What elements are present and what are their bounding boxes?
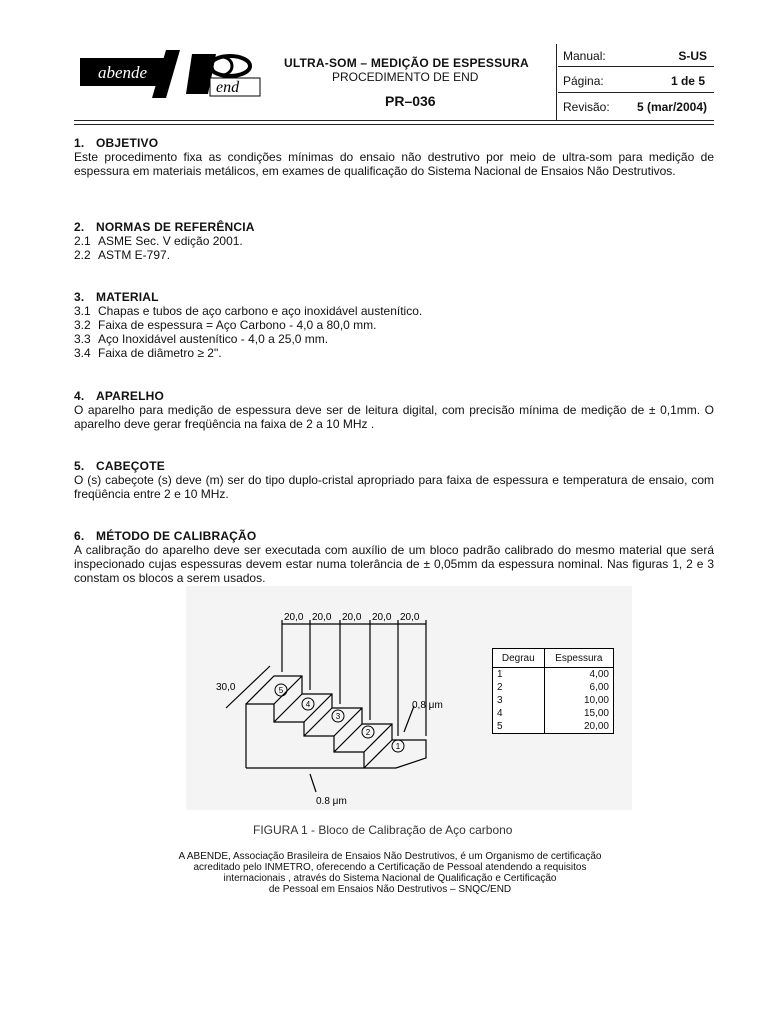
table-cell-step: 3 [493, 694, 545, 707]
table-header-row [493, 649, 614, 668]
section-heading: 3. MATERIAL [74, 290, 159, 304]
section-text: O aparelho para medição de espessura deve ser de leitura digital, com precisão mínima de medição de ± 0,1mm. O aparelho deve gerar freqüência na faixa de 2 a 10 MHz . [74, 403, 714, 431]
dim-label: 20,0 [372, 612, 392, 623]
table-cell-thickness: 20,00 [544, 720, 613, 734]
section-objetivo [74, 136, 714, 178]
list-item: 2.2 ASTM E-797. [74, 248, 171, 262]
section-heading: 6. MÉTODO DE CALIBRAÇÃO [74, 529, 257, 543]
table-row [493, 681, 614, 694]
footer-line: A ABENDE, Associação Brasileira de Ensaios Não Destrutivos, é um Organismo de certificação [178, 851, 602, 862]
figure-caption: FIGURA 1 - Bloco de Calibração de Aço carbono [253, 823, 513, 837]
footer-note [110, 851, 670, 895]
section-calibracao [74, 529, 714, 585]
section-aparelho [74, 389, 714, 431]
footer-line: acreditado pelo INMETRO, oferecendo a Certificação de Pessoal atendendo a requisitos [193, 862, 587, 873]
end-logo [186, 50, 264, 98]
section-material [74, 290, 714, 360]
document-title: ULTRA-SOM – MEDIÇÃO DE ESPESSURA [284, 56, 529, 70]
header-divider-2 [74, 124, 714, 125]
step-number: 4 [305, 700, 311, 709]
table-row [493, 668, 614, 682]
list-item: 3.3 Aço Inoxidável austenítico - 4,0 a 25,0 mm. [74, 332, 329, 346]
meta-divider-2 [558, 92, 714, 93]
footer-line: de Pessoal em Ensaios Não Destrutivos – SNQC/END [268, 884, 512, 895]
section-heading: 1. OBJETIVO [74, 136, 159, 150]
section-text: A calibração do aparelho deve ser executada com auxílio de um bloco padrão calibrado do mesmo material que será inspecionado cujas espessuras devem estar numa tolerância de ± 0,05mm da espessura nominal. Nas figuras 1, 2 e 3 constam os blocos a serem usados. [74, 543, 714, 585]
table-cell-thickness: 6,00 [544, 681, 613, 694]
table-cell-thickness: 4,00 [544, 668, 613, 682]
section-heading: 4. APARELHO [74, 389, 165, 403]
dim-label: 20,0 [312, 612, 332, 623]
section-heading: 2. NORMAS DE REFERÊNCIA [74, 220, 255, 234]
dim-label: 20,0 [400, 612, 420, 623]
header-divider [74, 120, 714, 121]
calibration-block-drawing [186, 586, 506, 810]
manual-value: S-US [678, 49, 707, 63]
section-cabecote [74, 459, 714, 501]
thickness-table [492, 648, 614, 734]
section-heading: 5. CABEÇOTE [74, 459, 165, 473]
document-subtitle: PROCEDIMENTO DE END [332, 70, 479, 84]
list-item: 3.1 Chapas e tubos de aço carbono e aço inoxidável austenítico. [74, 304, 423, 318]
page-value: 1 de 5 [670, 74, 705, 88]
list-item: 3.2 Faixa de espessura = Aço Carbono - 4,0 a 80,0 mm. [74, 318, 377, 332]
list-item: 3.4 Faixa de diâmetro ≥ 2". [74, 346, 222, 360]
roughness-label-right: 0,8 μm [412, 700, 443, 711]
page-label: Página: [563, 74, 604, 88]
meta-divider-1 [558, 66, 714, 67]
table-header-step: Degrau [493, 649, 545, 668]
table-cell-thickness: 10,00 [544, 694, 613, 707]
step-number: 2 [365, 728, 371, 737]
table-row [493, 720, 614, 734]
section-normas [74, 220, 714, 262]
table-cell-thickness: 15,00 [544, 707, 613, 720]
step-number: 3 [335, 712, 341, 721]
step-number: 1 [395, 742, 401, 751]
dim-label: 20,0 [342, 612, 362, 623]
revision-value: 5 (mar/2004) [636, 100, 707, 114]
manual-label: Manual: [563, 49, 606, 63]
revision-label: Revisão: [563, 100, 610, 114]
table-cell-step: 2 [493, 681, 545, 694]
dim-depth-label: 30,0 [216, 682, 236, 693]
footer-line: internacionais , através do Sistema Nacional de Qualificação e Certificação [223, 873, 557, 884]
abende-logo-text: abende [98, 63, 148, 82]
end-logo-text: end [216, 79, 240, 96]
table-row [493, 694, 614, 707]
table-header-thickness: Espessura [544, 649, 613, 668]
dim-label: 20,0 [284, 612, 304, 623]
list-item: 2.1 ASME Sec. V edição 2001. [74, 234, 243, 248]
header-vertical-divider [556, 44, 557, 120]
table-cell-step: 5 [493, 720, 545, 734]
step-number: 5 [278, 686, 284, 695]
table-row [493, 707, 614, 720]
section-text: O (s) cabeçote (s) deve (m) ser do tipo duplo-cristal apropriado para faixa de espessura e temperatura de ensaio, com freqüência entre 2 e 10 MHz. [74, 473, 714, 501]
abende-logo [80, 50, 180, 98]
table-cell-step: 1 [493, 668, 545, 682]
procedure-code: PR–036 [385, 93, 436, 109]
table-cell-step: 4 [493, 707, 545, 720]
section-text: Este procedimento fixa as condições mínimas do ensaio não destrutivo por meio de ultra-som para medição de espessura em materiais metálicos, em exames de qualificação do Sistema Nacional de Ensaios Não Destrutivos. [74, 150, 714, 178]
roughness-label-bottom: 0.8 μm [316, 796, 347, 807]
